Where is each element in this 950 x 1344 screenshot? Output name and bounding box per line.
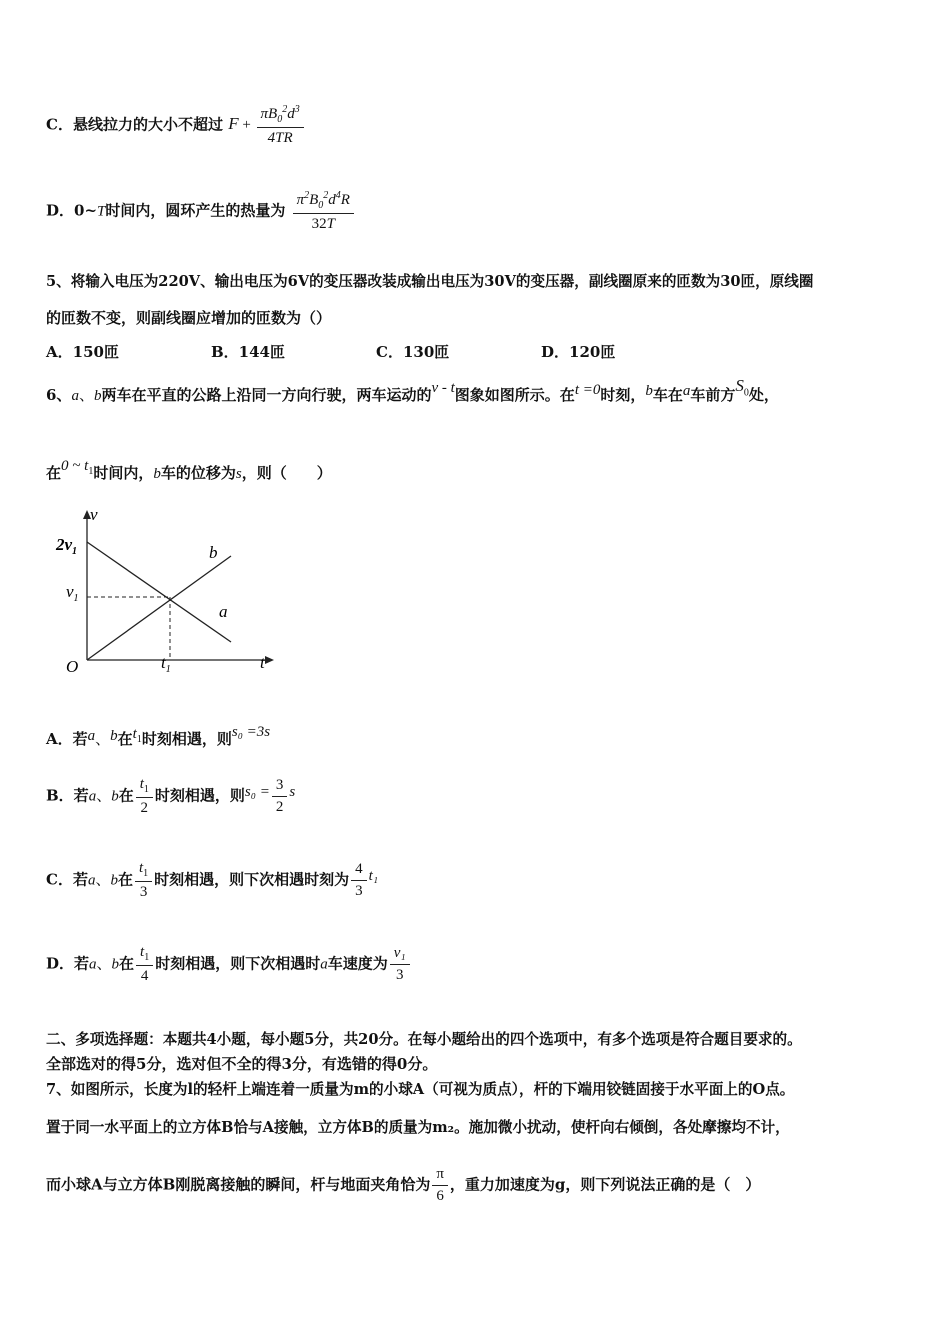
q6-text7: 处，	[748, 386, 779, 404]
q6-s: s	[235, 466, 242, 482]
q6-optA-sep: 、	[95, 732, 111, 748]
graph-x-label: t	[260, 653, 265, 672]
q6-optD-frac: $\frac{\text{v₁}}{3}$	[390, 945, 410, 984]
q5-option-d: D．120匝	[541, 343, 616, 361]
q6-text5: 车在	[652, 386, 683, 404]
q6-optD-a2: a	[320, 956, 328, 973]
q6-option-c	[46, 860, 378, 901]
q6-l2c: 车的位移为	[160, 464, 236, 482]
q6-optC-tail: t₁	[368, 867, 379, 884]
line-b	[87, 556, 231, 660]
q6-optA-pre: A．若	[46, 730, 88, 748]
q6-optD-sep: 、	[96, 956, 112, 973]
q4-option-d-formula: $\frac{\pi^2B_0^2d^4R}{32T}$	[293, 190, 354, 233]
q6-optC-post: 时刻相遇，则下次相遇时刻为	[154, 870, 350, 889]
q5-option-b: B．144匝	[211, 343, 285, 361]
graph-y-label: v	[90, 505, 98, 524]
q6-optC-pre: C．若	[46, 870, 88, 889]
q6-optD-a: a	[89, 956, 97, 973]
q6-optC-a: a	[87, 872, 96, 889]
q6-stem-line1	[46, 376, 779, 407]
q6-l2d: ，则（ ）	[241, 464, 332, 482]
q6-number: 6、	[46, 386, 72, 404]
q6-optD-pre: D．若	[46, 954, 90, 973]
q6-optD-b: b	[111, 956, 120, 973]
q4-option-d-label-pre: D．0~	[46, 201, 98, 220]
q6-l2a: 在	[46, 464, 62, 482]
q6-optC-sep: 、	[95, 872, 111, 889]
q6-text6: 车前方	[690, 386, 736, 404]
q6-optB-b: b	[111, 788, 119, 805]
graph-origin: O	[66, 657, 79, 676]
q4-option-c	[46, 104, 306, 147]
q6-optD-post: 时刻相遇，则下次相遇时	[155, 954, 321, 973]
q6-optB-t1-frac: $\frac{t_1}{2}$	[136, 776, 153, 817]
q4-option-d	[46, 190, 356, 233]
q6-optA-eq: s₀ =3s	[231, 724, 271, 740]
q4-option-d-label-post: 时间内，圆环产生的热量为	[105, 201, 286, 220]
q4-option-c-label: C．悬线拉力的大小不超过	[46, 115, 223, 134]
graph-label-a: a	[219, 602, 228, 621]
section2-line1: 二、多项选择题：本题共4小题，每小题5分，共20分。在每小题给出的四个选项中，有多个选项是符合题目要求的。	[46, 1031, 802, 1048]
q6-optB-mid: 在	[118, 786, 134, 805]
q6-optB-post: 时刻相遇，则	[154, 786, 245, 805]
graph-label-b: b	[209, 543, 218, 562]
q4-option-c-formula: F + $\frac{\pi B_0^2d^3}{4TR}$	[228, 117, 306, 133]
q6-optA-t1: $t_1$	[132, 726, 142, 745]
q6-optB-a: a	[88, 788, 97, 805]
q5-stem-line1: 5、将输入电压为220V、输出电压为6V的变压器改装成输出电压为30V的变压器，副线圈原来的匝数为30匝，原线圈	[46, 273, 814, 290]
q6-optC-b: b	[110, 872, 118, 889]
q6-optC-mid: 在	[117, 870, 133, 889]
q6-optB-eq-r: s	[289, 783, 296, 800]
graph-tick-v1: $v_1$	[66, 582, 79, 604]
q6-b2: b	[645, 383, 653, 399]
q6-optA-mid: 在	[117, 730, 133, 748]
q6-b3: b	[153, 466, 161, 482]
q7-line3a: 而小球A与立方体B刚脱离接触的瞬间，杆与地面夹角恰为	[46, 1175, 431, 1194]
q7-angle-frac: $\frac{\pi}{6}$	[432, 1166, 448, 1205]
q6-optA-a: a	[87, 728, 96, 744]
q6-optB-frac: $\frac{3}{2}$	[272, 777, 288, 816]
q6-range: 0 ~ $t_1$	[61, 458, 94, 477]
graph-tick-t1: $t_1$	[161, 653, 171, 675]
x-axis-arrow	[265, 656, 274, 664]
q4-option-d-T: T	[97, 203, 106, 220]
q6-optD-mid: 在	[119, 954, 135, 973]
q6-option-b	[46, 776, 295, 817]
q6-a2: a	[682, 383, 691, 399]
q6-b: b	[93, 388, 102, 404]
q6-stem-line2	[46, 458, 332, 485]
section2-line2: 全部选对的得5分，选对但不全的得3分，有选错的得0分。	[46, 1055, 438, 1073]
q6-l2b: 时间内，	[93, 464, 154, 482]
q6-optB-sep: 、	[96, 788, 112, 805]
q7-line3	[46, 1166, 760, 1205]
graph-tick-2v1: $2v_1$	[56, 535, 78, 557]
q6-vt: v - t	[431, 380, 455, 396]
q6-a: a	[71, 388, 79, 404]
q6-sep: 、	[78, 388, 94, 404]
q6-optB-eq-l: s₀ =	[244, 783, 270, 800]
q5-option-c: C．130匝	[376, 343, 450, 361]
q5-option-a: A．150匝	[46, 343, 119, 361]
q6-text2: 两车在平直的公路上沿同一方向行驶，两车运动的	[101, 386, 432, 404]
q7-line1: 7、如图所示，长度为l的轻杆上端连着一质量为m的小球A（可视为质点），杆的下端用铰链固接于水平面上的O点。	[46, 1081, 795, 1098]
q6-text3: 图象如图所示。在	[454, 386, 575, 404]
q6-optB-pre: B．若	[46, 786, 89, 805]
q6-optC-t1-frac: $\frac{t_1}{3}$	[135, 860, 152, 901]
q6-option-d	[46, 944, 412, 985]
q6-S0: $S_0$	[735, 376, 749, 399]
q5-stem-line2: 的匝数不变，则副线圈应增加的匝数为（）	[46, 309, 332, 327]
q5-options	[46, 341, 615, 362]
q7-line2: 置于同一水平面上的立方体B恰与A接触，立方体B的质量为m₂。施加微小扰动，使杆向右倾倒，各处摩擦均不计，	[46, 1119, 790, 1136]
q6-option-a	[46, 724, 271, 751]
q6-optD-post2: 车速度为	[327, 954, 388, 973]
q7-line3b: ，重力加速度为g，则下列说法正确的是（ ）	[449, 1175, 761, 1194]
q6-optC-frac: $\frac{4}{3}$	[351, 861, 367, 900]
q6-t0: t =0	[574, 382, 601, 398]
vt-graph	[46, 500, 286, 680]
q6-optA-b: b	[110, 728, 118, 744]
q6-optD-t1-frac: $\frac{t_1}{4}$	[136, 944, 153, 985]
q6-optA-post: 时刻相遇，则	[141, 730, 232, 748]
q6-text4: 时刻，	[600, 386, 646, 404]
